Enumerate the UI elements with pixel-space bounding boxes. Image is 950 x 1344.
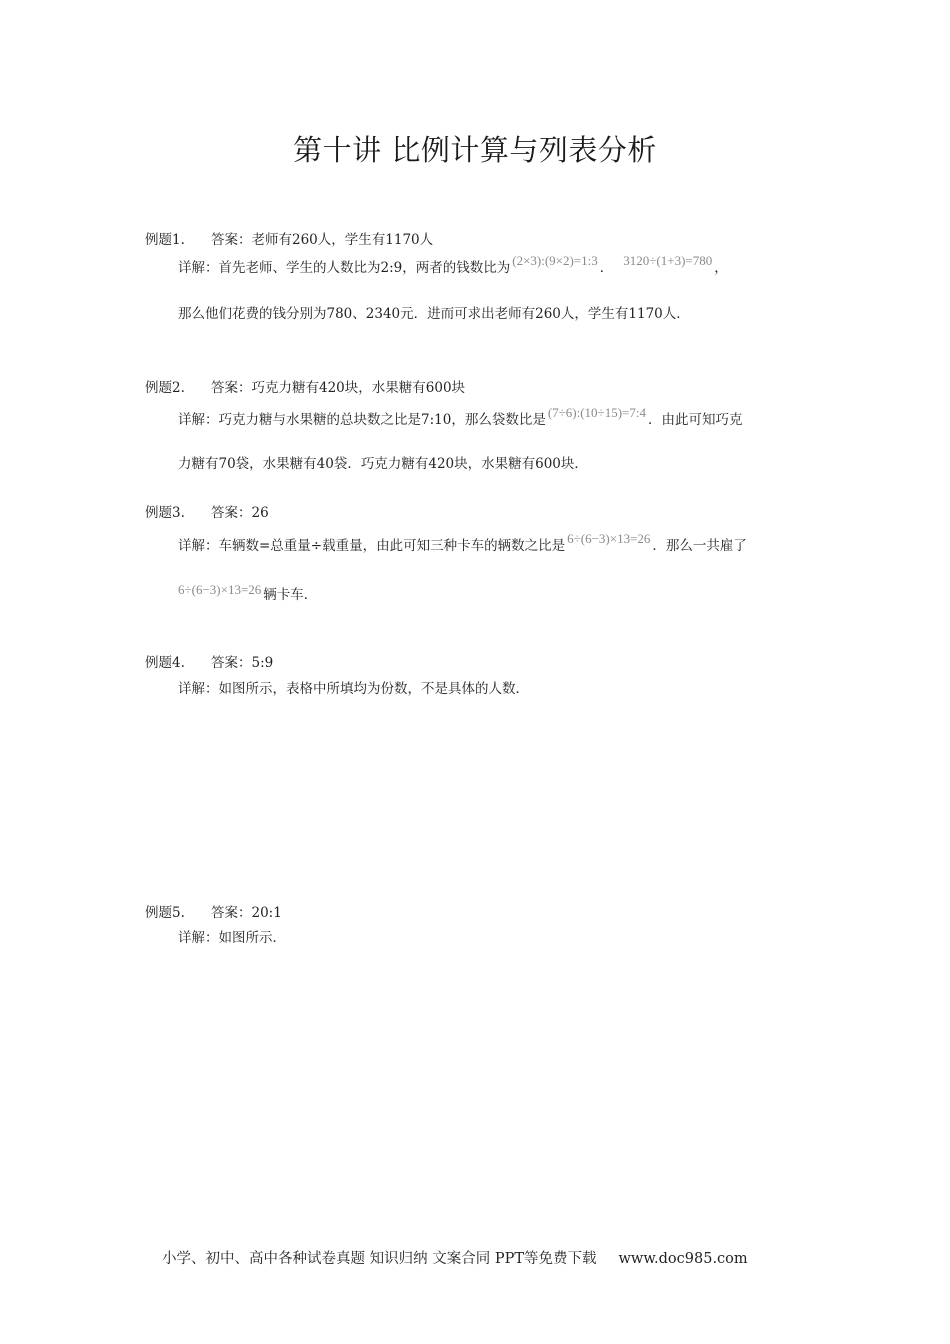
- example-3-answer: [145, 501, 269, 521]
- example-2-label: 例题2.: [145, 380, 185, 396]
- example-4-detail: 详解：如图所示，表格中所填均为份数，不是具体的人数．: [178, 681, 529, 697]
- example-2-detail-line-2: 力糖有70袋，水果糖有40袋．巧克力糖有420块，水果糖有600块．: [178, 456, 588, 472]
- example-4-answer: [145, 651, 273, 671]
- example-1-answer: [145, 228, 433, 248]
- example-5-label: 例题5.: [145, 905, 185, 921]
- example-1-answer-text: 答案：老师有260人，学生有1170人: [211, 232, 434, 248]
- example-1-separator: ．: [599, 260, 614, 276]
- example-2-detail-line-1: [178, 405, 743, 428]
- example-3-formula-2: 6÷(6−3)×13=26: [178, 582, 262, 597]
- example-3-detail-end: 辆卡车．: [263, 587, 318, 603]
- footer-text: 小学、初中、高中各种试卷真题 知识归纳 文案合同 PPT等免费下载: [162, 1251, 597, 1267]
- example-5-detail: 详解：如图所示．: [178, 930, 286, 946]
- example-3-detail-text: 详解：车辆数=总重量÷载重量，由此可知三种卡车的辆数之比是: [178, 538, 566, 554]
- example-3-formula-1: 6÷(6−3)×13=26: [567, 531, 651, 546]
- example-4-answer-text: 答案：5:9: [211, 655, 274, 671]
- example-3-answer-text: 答案：26: [211, 505, 269, 521]
- example-4-label: 例题4.: [145, 655, 185, 671]
- footer-site-link[interactable]: www.doc985.com: [618, 1251, 748, 1267]
- page-footer: [162, 1247, 748, 1268]
- example-2-detail-text: 详解：巧克力糖与水果糖的总块数之比是7:10，那么袋数比是: [178, 412, 546, 428]
- example-3-label: 例题3.: [145, 505, 185, 521]
- example-1-detail-line-1: [178, 253, 728, 276]
- example-2-answer: [145, 376, 465, 396]
- example-3-detail-line-2: [178, 583, 317, 603]
- example-5-answer-text: 答案：20:1: [211, 905, 282, 921]
- example-3-detail-line-1: [178, 531, 747, 554]
- page-title: 第十讲 比例计算与列表分析: [293, 133, 657, 167]
- example-2-detail-tail: ．由此可知巧克: [647, 412, 743, 428]
- example-1-formula-1: (2×3):(9×2)=1:3: [512, 253, 598, 268]
- example-5-answer: [145, 901, 282, 921]
- example-3-detail-tail: ．那么一共雇了: [652, 538, 747, 554]
- example-1-comma: ，: [714, 260, 728, 276]
- example-2-formula: (7÷6):(10÷15)=7:4: [547, 405, 646, 420]
- example-1-detail-text: 详解：首先老师、学生的人数比为2:9，两者的钱数比为: [178, 260, 511, 276]
- example-1-label: 例题1.: [145, 232, 185, 248]
- example-1-formula-2: 3120÷(1+3)=780: [623, 253, 713, 268]
- example-2-answer-text: 答案：巧克力糖有420块，水果糖有600块: [211, 380, 466, 396]
- example-1-detail-line-2: 那么他们花费的钱分别为780、2340元．进而可求出老师有260人，学生有1170人．: [178, 306, 690, 322]
